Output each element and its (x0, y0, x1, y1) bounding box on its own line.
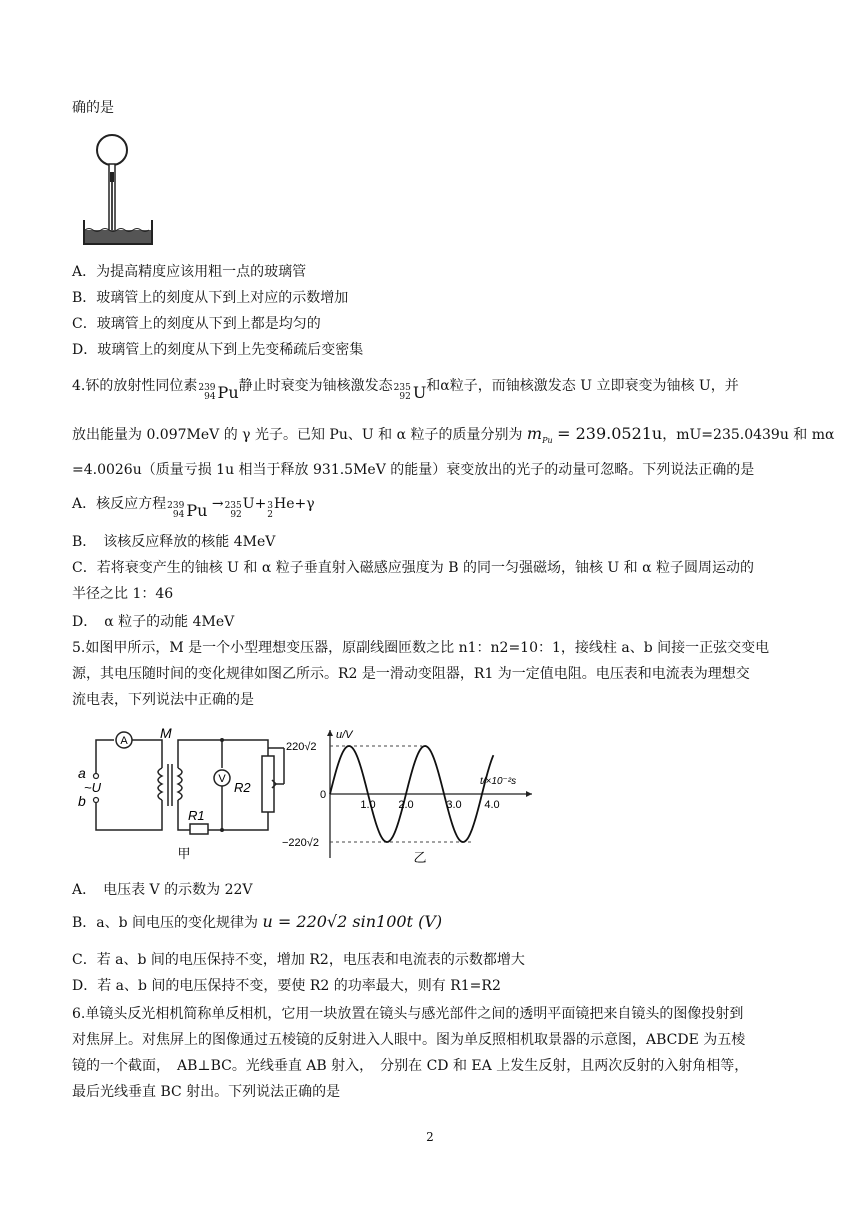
tick-label-2: 2.0 (398, 799, 414, 811)
he-mass-number: 3 (267, 501, 274, 511)
q4-option-c-line1: C．若将衰变产生的铀核 U 和 α 粒子垂直射入磁感应强度为 B 的同一匀强磁场，铀核 U 和 α 粒子圆周运动的 (72, 560, 755, 576)
q4-option-a-he: He+γ (274, 496, 315, 512)
origin-label: 0 (320, 789, 327, 801)
y-axis-label: u/V (336, 729, 353, 741)
q4-stem-line2-a: 放出能量为 0.097MeV 的 γ 光子。已知 Pu、U 和 α 粒子的质量分别为 (72, 427, 523, 443)
u-atomic-number: 92 (399, 392, 411, 402)
pu-mass-symbol: $m_{Pu}$ (526, 424, 553, 446)
q5-stem-line3: 流电表，下列说法中正确的是 (72, 692, 254, 708)
ammeter-symbol: A (120, 735, 128, 747)
figure-jia-caption: 甲 (177, 846, 191, 861)
q4-stem-text-c: 和α粒子，而铀核激发态 U 立即衰变为铀核 U，并 (426, 378, 739, 394)
u-eq-atomic-number: 92 (230, 510, 242, 520)
q4-option-a-label: A．核反应方程 (72, 496, 167, 512)
tick-label-4: 4.0 (484, 799, 500, 811)
q4-stem-line1 (72, 376, 739, 403)
pu-mass-number: 239 (198, 383, 216, 393)
he-isotope-eq (266, 502, 274, 520)
q4-stem-line2 (72, 424, 835, 451)
q5-option-d: D．若 a、b 间的电压保持不变，要使 R2 的功率最大，则有 R1=R2 (72, 978, 501, 994)
q6-stem-line1: 6.单镜头反光相机简称单反相机，它用一块放置在镜头与感光部件之间的透明平面镜把来自镜头的图像投射到 (72, 1006, 744, 1022)
voltmeter-symbol: V (218, 773, 226, 785)
voltage-waveform-graph (282, 726, 542, 868)
tick-label-1: 1.0 (360, 799, 376, 811)
q4-stem-text-b: 静止时衰变为铀核激发态 (238, 378, 393, 394)
pu-isotope (197, 383, 238, 403)
r1-label: R1 (188, 808, 205, 823)
q5-option-c: C．若 a、b 间的电压保持不变，增加 R2，电压表和电流表的示数都增大 (72, 952, 525, 968)
voltage-axis-arrow (327, 730, 333, 736)
u-mass-number: 235 (393, 383, 411, 393)
he-atomic-number: 2 (267, 510, 274, 520)
terminal-a-label: a (78, 765, 86, 781)
q5-option-b-label: B．a、b 间电压的变化规律为 (72, 915, 259, 931)
q6-stem-line3: 镜的一个截面， AB⊥BC。光线垂直 AB 射入， 分别在 CD 和 EA 上发生反射，且两次反射的入射角相等， (72, 1058, 749, 1074)
q3-option-a: A．为提高精度应该用粗一点的玻璃管 (72, 264, 307, 280)
reaction-arrow: → (207, 496, 224, 512)
q4-option-a (72, 494, 315, 521)
q6-stem-line4: 最后光线垂直 BC 射出。下列说法正确的是 (72, 1084, 341, 1100)
u-symbol: U (412, 383, 427, 402)
q5-option-b (72, 912, 442, 933)
intro-text: 确的是 (72, 100, 114, 116)
q4-option-b: B． 该核反应释放的核能 4MeV (72, 534, 276, 550)
u-isotope-eq (224, 502, 243, 520)
q5-option-b-formula: u = 220√2 sin100t (V) (262, 912, 443, 931)
q6-stem-line2: 对焦屏上。对焦屏上的图像通过五棱镜的反射进入人眼中。图为单反照相机取景器的示意图，ABCDE 为五棱 (72, 1032, 746, 1048)
thermometer-figure (80, 132, 160, 250)
source-voltage-label: ~U (84, 780, 101, 795)
pu-eq-atomic-number: 94 (172, 510, 185, 520)
y-max-label: 220√2 (286, 741, 317, 753)
q4-option-c-line2: 半径之比 1：46 (72, 586, 174, 602)
q4-stem-line3: =4.0026u（质量亏损 1u 相当于释放 931.5MeV 的能量）衰变放出的光子的动量可忽略。下列说法正确的是 (72, 462, 755, 478)
q3-option-d: D．玻璃管上的刻度从下到上先变稀疏后变密集 (72, 342, 364, 358)
circuit-diagram (74, 728, 294, 868)
u-isotope (393, 383, 427, 403)
y-min-label: −220√2 (282, 837, 319, 849)
pu-isotope-eq (166, 501, 207, 521)
q5-stem-line2: 源，其电压随时间的变化规律如图乙所示。R2 是一滑动变阻器，R1 为一定值电阻。电压表和电流表为理想交 (72, 666, 750, 682)
q5-stem-line1: 5.如图甲所示，M 是一个小型理想变压器，原副线圈匝数之比 n1：n2=10：1，接线柱 a、b 间接一正弦交变电 (72, 640, 770, 656)
terminal-b-label: b (78, 793, 86, 809)
q4-stem-line2-b: ，mU=235.0439u 和 mα (662, 427, 835, 443)
pu-mass-value: = 239.0521u (557, 424, 663, 443)
tick-label-3: 3.0 (446, 799, 462, 811)
q4-option-d: D． α 粒子的动能 4MeV (72, 614, 235, 630)
u-eq-mass-number: 235 (224, 501, 242, 511)
pu-eq-symbol: Pu (186, 501, 208, 520)
pu-eq-mass-number: 239 (167, 501, 185, 511)
figure-yi-caption: 乙 (413, 850, 427, 865)
page-number: 2 (426, 1130, 434, 1144)
pu-atomic-number: 94 (204, 392, 216, 402)
time-axis-arrow (526, 791, 532, 797)
q3-option-c: C．玻璃管上的刻度从下到上都是均匀的 (72, 316, 321, 332)
q3-option-b: B．玻璃管上的刻度从下到上对应的示数增加 (72, 290, 349, 306)
pu-symbol: Pu (217, 383, 239, 402)
x-axis-label: t/×10⁻²s (480, 776, 517, 787)
q5-option-a: A． 电压表 V 的示数为 22V (72, 882, 253, 898)
q4-stem-text-a: 4.钚的放射性同位素 (72, 378, 198, 394)
transformer-label: M (160, 728, 172, 741)
q4-option-a-u: U+ (242, 496, 267, 512)
r2-label: R2 (234, 780, 251, 795)
